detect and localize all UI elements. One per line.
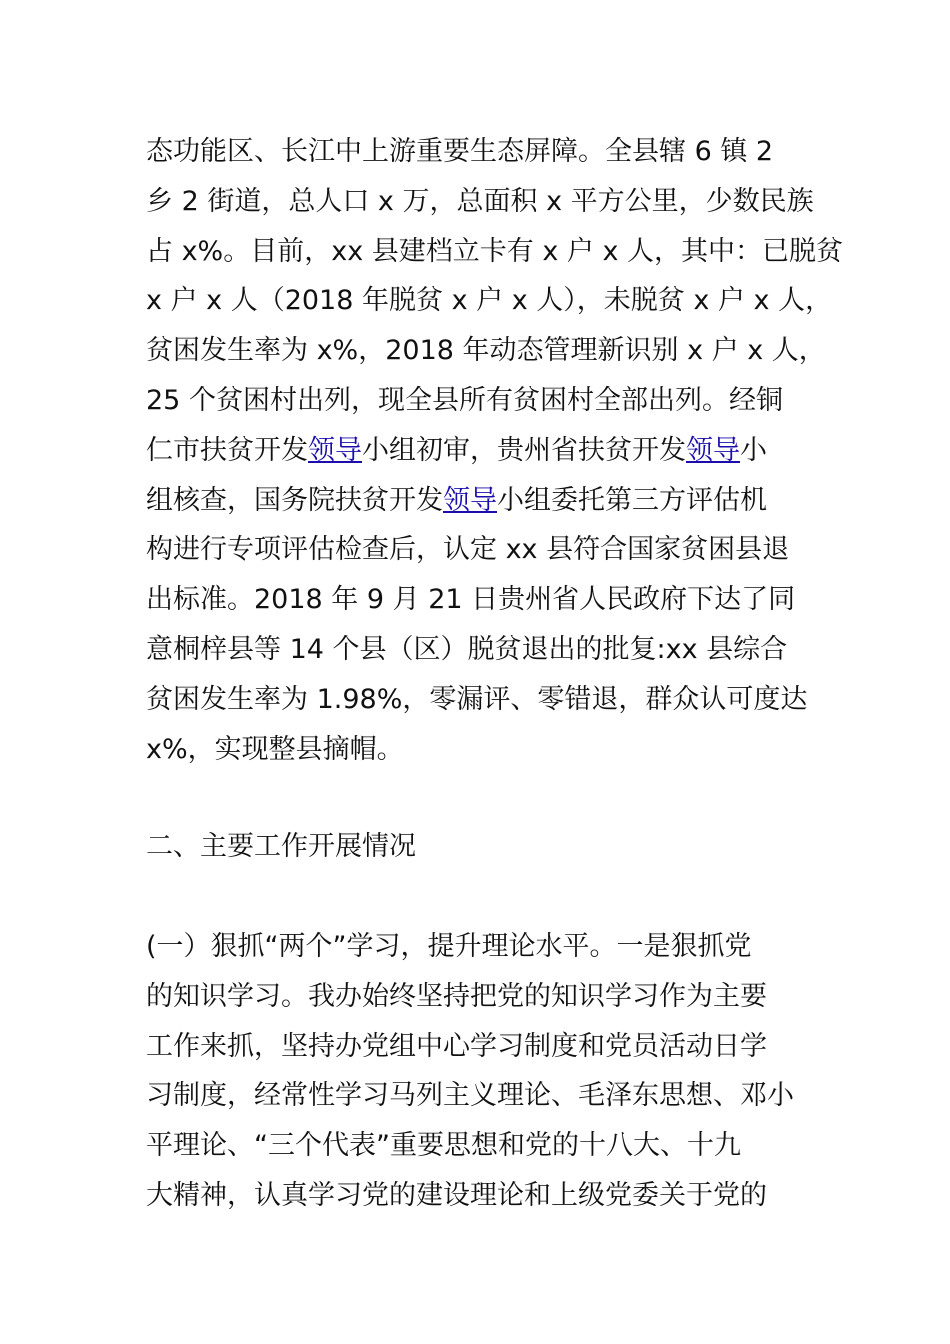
text-line: 的知识学习。我办始终坚持把党的知识学习作为主要 [146,980,767,1012]
text-line: 构进行专项评估检查后，认定 xx 县符合国家贫困县退 [146,534,790,566]
text-line: 习制度，经常性学习马列主义理论、毛泽东思想、邓小 [146,1080,794,1112]
paragraph-study-work [146,922,826,1221]
text-line: 意桐梓县等 14 个县（区）脱贫退出的批复:xx 县综合 [146,633,788,665]
text-line: (一）狠抓“两个”学习，提升理论水平。一是狠抓党 [146,931,752,962]
leader-link[interactable]: 领导 [686,434,740,466]
text-line: 态功能区、长江中上游重要生态屏障。全县辖 6 镇 2 [146,136,774,167]
text-segment: 小组初审，贵州省扶贫开发 [362,434,686,466]
text-line [146,476,826,526]
text-segment: 仁市扶贫开发 [146,434,308,466]
text-line: 工作来抓，坚持办党组中心学习制度和党员活动日学 [146,1030,767,1062]
text-line [146,426,826,476]
leader-link[interactable]: 领导 [443,484,497,516]
text-segment: 组核查，国务院扶贫开发 [146,484,443,516]
text-line: 占 x%。目前，xx 县建档立卡有 x 户 x 人，其中：已脱贫 [146,235,844,267]
text-line: x%，实现整县摘帽。 [146,733,404,765]
text-segment: 小组委托第三方评估机 [497,484,767,516]
section-heading [146,822,826,872]
text-line: 乡 2 街道，总人口 x 万，总面积 x 平方公里，少数民族 [146,185,814,217]
text-line: 出标准。2018 年 9 月 21 日贵州省人民政府下达了同 [146,584,796,616]
paragraph-county-overview [146,127,844,774]
text-segment: 小 [740,434,767,466]
text-line: 25 个贫困村出列，现全县所有贫困村全部出列。经铜 [146,384,783,416]
text-line: 贫困发生率为 x%，2018 年动态管理新识别 x 户 x 人， [146,335,826,367]
heading-text: 二、主要工作开展情况 [146,831,416,862]
text-line: 贫困发生率为 1.98%，零漏评、零错退，群众认可度达 [146,683,808,715]
text-line: 大精神，认真学习党的建设理论和上级党委关于党的 [146,1179,767,1211]
text-line: 平理论、“三个代表”重要思想和党的十八大、十九 [146,1130,741,1162]
leader-link[interactable]: 领导 [308,434,362,466]
text-line: x 户 x 人（2018 年脱贫 x 户 x 人），未脱贫 x 户 x 人， [146,285,833,317]
